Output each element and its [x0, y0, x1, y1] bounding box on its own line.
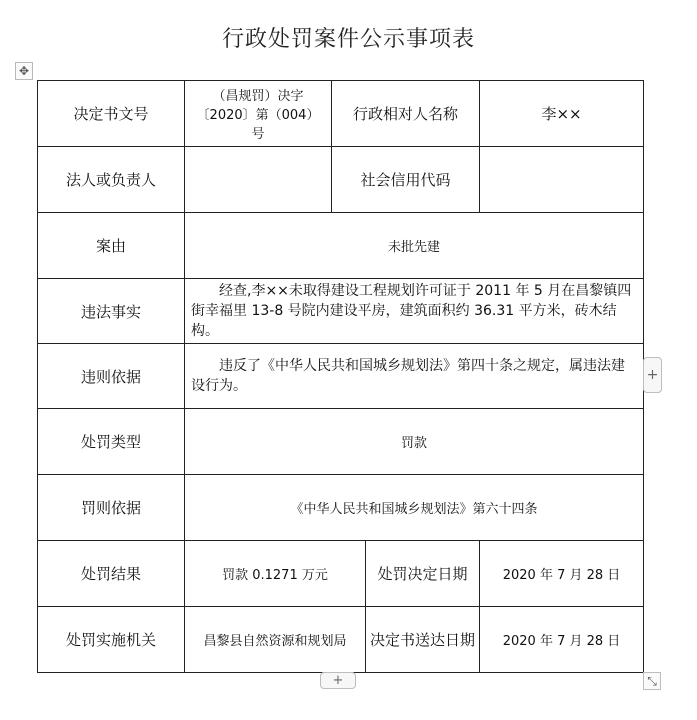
table-row [38, 279, 644, 344]
cause-value[interactable]: 未批先建 [185, 213, 644, 279]
table-row [38, 607, 644, 673]
decision-date-label: 处罚决定日期 [366, 541, 480, 607]
penalty-basis-label: 罚则依据 [38, 475, 185, 541]
table-row [38, 541, 644, 607]
facts-label: 违法事实 [38, 279, 185, 344]
table-row [38, 409, 644, 475]
table-row [38, 344, 644, 409]
add-row-button[interactable] [320, 672, 356, 689]
penalty-result-label: 处罚结果 [38, 541, 185, 607]
doc-number-line2: 〔2020〕第（004）号 [196, 108, 320, 142]
agency-label: 处罚实施机关 [38, 607, 185, 673]
violation-basis-text: 违反了《中华人民共和国城乡规划法》第四十条之规定，属违法建设行为。 [191, 358, 625, 394]
page-title: 行政处罚案件公示事项表 [221, 27, 475, 52]
table-resize-handle[interactable] [643, 672, 661, 690]
party-label: 行政相对人名称 [332, 81, 480, 147]
decision-date-value[interactable]: 2020 年 7 月 28 日 [480, 541, 644, 607]
violation-basis-label: 违则依据 [38, 344, 185, 409]
delivery-date-label: 决定书送达日期 [366, 607, 480, 673]
doc-number-line1: （昌规罚）决字 [212, 89, 304, 104]
table-row [38, 81, 644, 147]
penalty-disclosure-table [37, 80, 644, 673]
party-value[interactable]: 李×× [480, 81, 644, 147]
table-row [38, 147, 644, 213]
table-row [38, 213, 644, 279]
doc-number-label: 决定书文号 [38, 81, 185, 147]
plus-icon: + [332, 673, 344, 688]
facts-text: 经查,李××未取得建设工程规划许可证于 2011 年 5 月在昌黎镇四街幸福里 13-8 号院内建设平房，建筑面积约 36.31 平方米，砖木结构。 [191, 283, 632, 339]
agency-value[interactable]: 昌黎县自然资源和规划局 [185, 607, 366, 673]
plus-icon: + [646, 367, 659, 383]
delivery-date-value[interactable]: 2020 年 7 月 28 日 [480, 607, 644, 673]
legal-rep-label: 法人或负责人 [38, 147, 185, 213]
add-column-button[interactable] [643, 357, 662, 393]
table-move-handle[interactable] [15, 62, 33, 80]
diagonal-resize-icon: ⤡ [647, 673, 657, 688]
credit-code-value[interactable] [480, 147, 644, 213]
move-arrows-icon: ✥ [18, 64, 30, 78]
doc-number-value[interactable] [185, 81, 332, 147]
penalty-result-value[interactable]: 罚款 0.1271 万元 [185, 541, 366, 607]
facts-value[interactable] [185, 279, 644, 344]
violation-basis-value[interactable] [185, 344, 644, 409]
cause-label: 案由 [38, 213, 185, 279]
penalty-type-value[interactable]: 罚款 [185, 409, 644, 475]
penalty-basis-value[interactable]: 《中华人民共和国城乡规划法》第六十四条 [185, 475, 644, 541]
penalty-type-label: 处罚类型 [38, 409, 185, 475]
legal-rep-value[interactable] [185, 147, 332, 213]
table-row [38, 475, 644, 541]
credit-code-label: 社会信用代码 [332, 147, 480, 213]
